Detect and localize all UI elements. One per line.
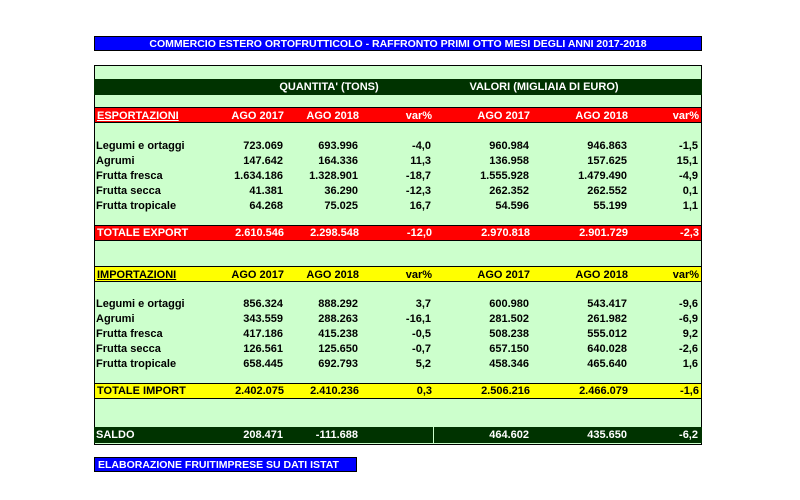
table-cell: -12,3 xyxy=(405,185,431,197)
table-cell: 5,2 xyxy=(415,358,431,370)
total-label: TOTALE EXPORT xyxy=(97,227,189,239)
table-row xyxy=(94,154,702,169)
table-cell: -18,7 xyxy=(405,170,431,182)
saldo-divider xyxy=(433,427,434,443)
table-cell: 343.559 xyxy=(243,313,283,325)
table-row xyxy=(94,342,702,357)
source-note: ELABORAZIONE FRUITIMPRESE SU DATI ISTAT xyxy=(94,457,357,472)
saldo-cell: -111.688 xyxy=(315,429,358,441)
table-cell: 9,2 xyxy=(682,328,698,340)
table-cell: 1.479.490 xyxy=(578,170,627,182)
table-cell: 288.263 xyxy=(318,313,358,325)
table-cell: 946.863 xyxy=(587,140,627,152)
table-cell: 54.596 xyxy=(495,200,529,212)
table-cell: 692.793 xyxy=(318,358,358,370)
saldo-cell: 435.650 xyxy=(587,429,627,441)
row-label: Frutta fresca xyxy=(96,328,163,340)
column-header: AGO 2017 xyxy=(477,110,530,122)
table-cell: -0,7 xyxy=(412,343,431,355)
importazioni-header-bar xyxy=(94,266,702,282)
saldo-cell: -6,2 xyxy=(679,429,698,441)
table-cell: 164.336 xyxy=(318,155,358,167)
esportazioni-label: ESPORTAZIONI xyxy=(97,110,179,122)
total-cell: 2.901.729 xyxy=(579,227,628,239)
table-cell: 856.324 xyxy=(243,298,283,310)
measure-header-bar xyxy=(94,79,702,95)
table-cell: 126.561 xyxy=(243,343,283,355)
table-cell: 465.640 xyxy=(587,358,627,370)
table-cell: -6,9 xyxy=(679,313,698,325)
total-cell: 2.298.548 xyxy=(310,227,359,239)
table-cell: 64.268 xyxy=(249,200,283,212)
table-cell: 41.381 xyxy=(249,185,283,197)
table-title: COMMERCIO ESTERO ORTOFRUTTICOLO - RAFFRONTO PRIMI OTTO MESI DEGLI ANNI 2017-2018 xyxy=(94,36,702,51)
table-cell: 555.012 xyxy=(587,328,627,340)
row-label: Legumi e ortaggi xyxy=(96,140,185,152)
table-cell: 55.199 xyxy=(593,200,627,212)
table-cell: 657.150 xyxy=(489,343,529,355)
table-cell: 75.025 xyxy=(324,200,358,212)
total-cell: 2.402.075 xyxy=(235,385,284,397)
column-header: AGO 2017 xyxy=(231,110,284,122)
table-cell: 1.328.901 xyxy=(309,170,358,182)
table-cell: 147.642 xyxy=(243,155,283,167)
row-label: Frutta secca xyxy=(96,343,161,355)
table-row xyxy=(94,297,702,312)
table-cell: 262.352 xyxy=(489,185,529,197)
table-cell: 693.996 xyxy=(318,140,358,152)
table-row xyxy=(94,327,702,342)
valori-header: VALORI (MIGLIAIA DI EURO) xyxy=(469,81,619,93)
table-cell: 640.028 xyxy=(587,343,627,355)
table-cell: -4,0 xyxy=(412,140,431,152)
saldo-bar xyxy=(94,427,702,443)
table-row xyxy=(94,169,702,184)
table-cell: 543.417 xyxy=(587,298,627,310)
quantita-header: QUANTITA' (TONS) xyxy=(279,81,379,93)
total-cell: 0,3 xyxy=(416,385,432,397)
table-cell: 1.555.928 xyxy=(480,170,529,182)
column-header: AGO 2018 xyxy=(306,110,359,122)
table-cell: 11,3 xyxy=(410,155,431,167)
table-cell: -2,6 xyxy=(679,343,698,355)
column-header: var% xyxy=(672,110,699,122)
saldo-cell: 464.602 xyxy=(489,429,529,441)
table-cell: 415.238 xyxy=(318,328,358,340)
column-header: AGO 2018 xyxy=(575,269,628,281)
row-label: Frutta tropicale xyxy=(96,358,177,370)
table-row xyxy=(94,357,702,372)
total-cell: 2.466.079 xyxy=(579,385,628,397)
row-label: Frutta fresca xyxy=(96,170,163,182)
total-cell: 2.610.546 xyxy=(235,227,284,239)
row-label: Agrumi xyxy=(96,313,135,325)
table-cell: 15,1 xyxy=(676,155,698,167)
total-cell: -12,0 xyxy=(406,227,432,239)
total-cell: -2,3 xyxy=(680,227,699,239)
table-cell: 1,1 xyxy=(682,200,698,212)
table-cell: 0,1 xyxy=(682,185,698,197)
column-header: AGO 2018 xyxy=(306,269,359,281)
table-cell: 3,7 xyxy=(415,298,431,310)
table-cell: -0,5 xyxy=(412,328,431,340)
table-cell: -1,5 xyxy=(679,140,698,152)
table-cell: -4,9 xyxy=(679,170,698,182)
esportazioni-total-bar xyxy=(94,225,702,241)
table-cell: 417.186 xyxy=(243,328,283,340)
table-cell: 261.982 xyxy=(587,313,627,325)
table-cell: 658.445 xyxy=(243,358,283,370)
table-cell: -9,6 xyxy=(679,298,698,310)
table-cell: 157.625 xyxy=(587,155,627,167)
table-cell: 36.290 xyxy=(324,185,358,197)
row-label: Legumi e ortaggi xyxy=(96,298,185,310)
row-label: Agrumi xyxy=(96,155,135,167)
row-label: Frutta secca xyxy=(96,185,161,197)
table-cell: -16,1 xyxy=(405,313,431,325)
table-cell: 262.552 xyxy=(587,185,627,197)
table-cell: 125.650 xyxy=(318,343,358,355)
total-cell: 2.970.818 xyxy=(481,227,530,239)
esportazioni-header-bar xyxy=(94,107,702,123)
column-header: AGO 2017 xyxy=(477,269,530,281)
table-row xyxy=(94,184,702,199)
total-cell: -1,6 xyxy=(680,385,699,397)
table-cell: 508.238 xyxy=(489,328,529,340)
importazioni-label: IMPORTAZIONI xyxy=(97,269,177,281)
table-row xyxy=(94,139,702,154)
column-header: AGO 2018 xyxy=(575,110,628,122)
table-row xyxy=(94,312,702,327)
column-header: var% xyxy=(405,269,432,281)
column-header: var% xyxy=(405,110,432,122)
table-cell: 16,7 xyxy=(409,200,431,212)
saldo-label: SALDO xyxy=(96,429,135,441)
table-cell: 888.292 xyxy=(318,298,358,310)
row-label: Frutta tropicale xyxy=(96,200,177,212)
total-cell: 2.410.236 xyxy=(310,385,359,397)
table-cell: 1.634.186 xyxy=(234,170,283,182)
table-cell: 723.069 xyxy=(243,140,283,152)
importazioni-total-bar xyxy=(94,383,702,399)
table-cell: 600.980 xyxy=(489,298,529,310)
table-cell: 136.958 xyxy=(489,155,529,167)
table-row xyxy=(94,199,702,214)
saldo-cell: 208.471 xyxy=(243,429,283,441)
total-label: TOTALE IMPORT xyxy=(97,385,186,397)
total-cell: 2.506.216 xyxy=(481,385,530,397)
table-cell: 281.502 xyxy=(489,313,529,325)
column-header: var% xyxy=(672,269,699,281)
table-cell: 960.984 xyxy=(489,140,529,152)
table-cell: 1,6 xyxy=(682,358,698,370)
table-cell: 458.346 xyxy=(489,358,529,370)
column-header: AGO 2017 xyxy=(231,269,284,281)
